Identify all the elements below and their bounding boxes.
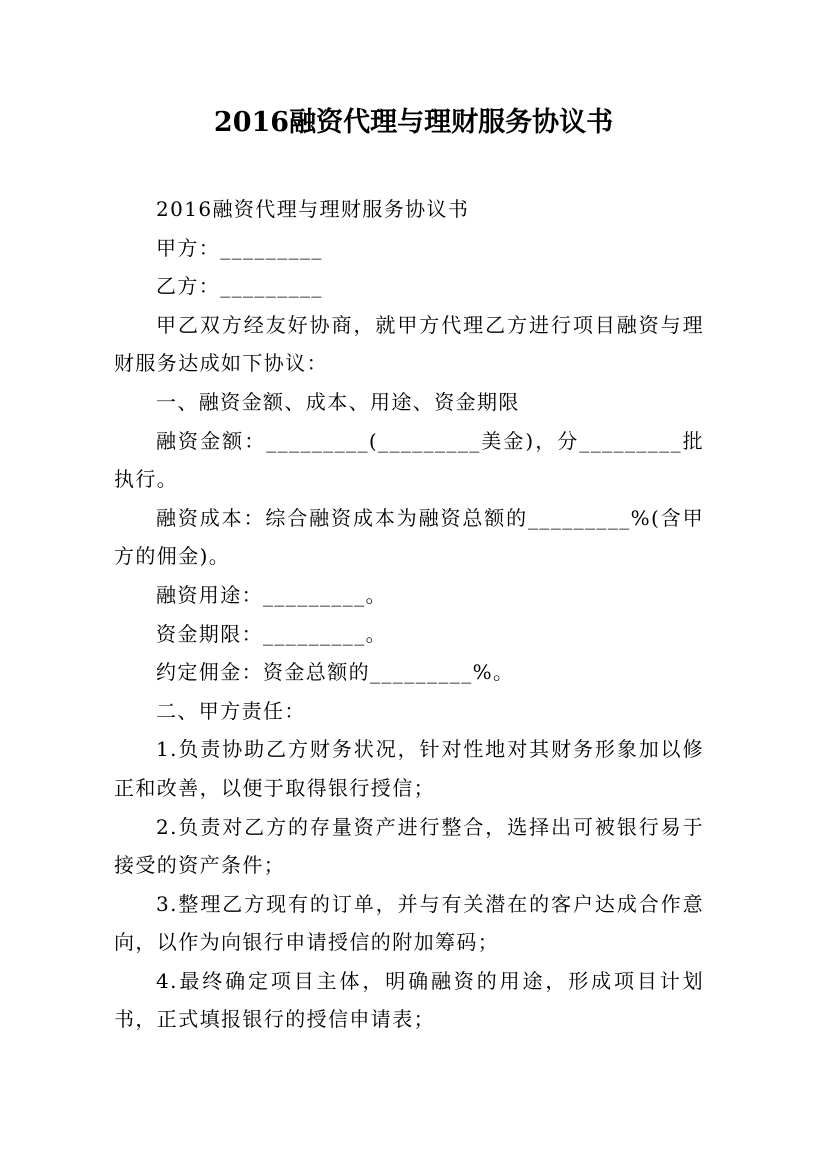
paragraph-duty-1: 1.负责协助乙方财务状况，针对性地对其财务形象加以修正和改善，以便于取得银行授信； (114, 737, 704, 800)
paragraph-duty-2: 2.负责对乙方的存量资产进行整合，选择出可被银行易于接受的资产条件； (114, 814, 704, 878)
paragraph-financing-amount: 融资金额：_________(_________美金)，分_________批执行。 (114, 428, 704, 492)
paragraph-commission: 约定佣金：资金总额的_________%。 (156, 660, 515, 685)
section-heading-1: 一、融资金额、成本、用途、资金期限 (156, 389, 520, 414)
paragraph-duty-4: 4.最终确定项目主体，明确融资的用途，形成项目计划书，正式填报银行的授信申请表； (114, 968, 704, 1032)
paragraph-financing-cost: 融资成本：综合融资成本为融资总额的_________%(含甲方的佣金)。 (114, 505, 704, 569)
paragraph-party-a: 甲方：_________ (156, 235, 323, 260)
paragraph-financing-use: 融资用途：_________。 (156, 582, 387, 607)
paragraph-party-b: 乙方：_________ (156, 274, 323, 299)
section-heading-2: 二、甲方责任： (156, 698, 306, 723)
paragraph-duty-3: 3.整理乙方现有的订单，并与有关潜在的客户达成合作意向，以作为向银行申请授信的附加筹码； (114, 891, 704, 955)
paragraph-heading-repeat: 2016融资代理与理财服务协议书 (156, 197, 470, 221)
document-body (114, 190, 704, 1039)
paragraph-intro: 甲乙双方经友好协商，就甲方代理乙方进行项目融资与理财服务达成如下协议： (114, 312, 704, 376)
document-title: 2016融资代理与理财服务协议书 (213, 107, 614, 138)
paragraph-fund-term: 资金期限：_________。 (156, 621, 387, 646)
